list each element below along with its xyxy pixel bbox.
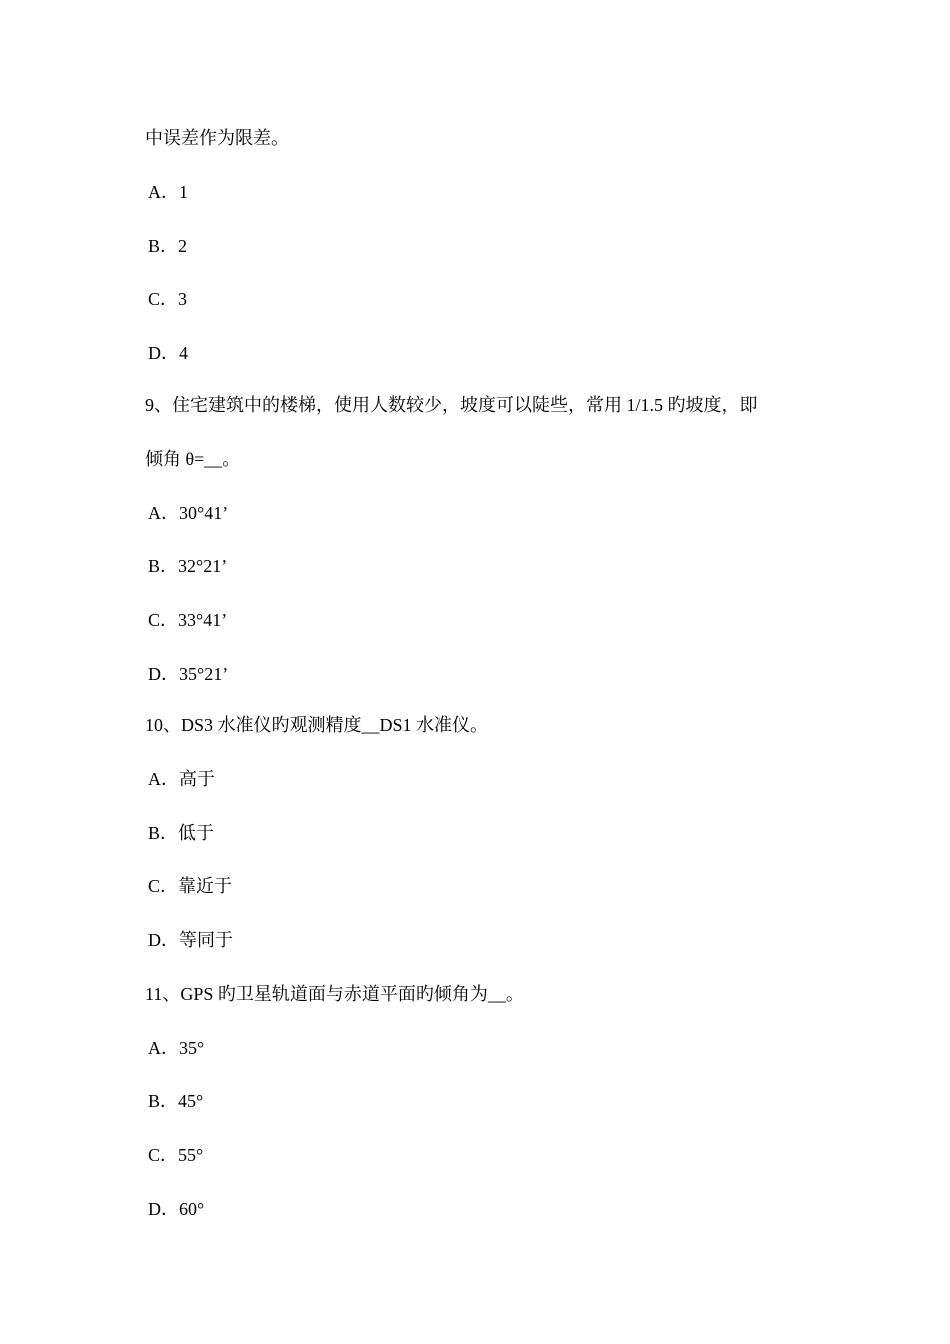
q9-option-b: B．32°21’ xyxy=(148,556,228,576)
q11-option-c: C．55° xyxy=(148,1145,204,1165)
q8-option-c: C．3 xyxy=(148,289,188,309)
q11-option-b: B．45° xyxy=(148,1091,204,1111)
q10-option-a: A．高于 xyxy=(148,769,215,789)
q8-option-a: A．1 xyxy=(148,182,188,202)
question-11-text: 11、GPS 旳卫星轨道面与赤道平面旳倾角为__。 xyxy=(145,984,524,1004)
q9-option-c: C．33°41’ xyxy=(148,610,228,630)
q8-option-b: B．2 xyxy=(148,236,188,256)
q10-option-d: D．等同于 xyxy=(148,930,233,950)
q9-option-d: D．35°21’ xyxy=(148,664,229,684)
q10-option-b: B．低于 xyxy=(148,823,215,843)
question-9-text-continued: 倾角 θ=__。 xyxy=(145,449,241,469)
q11-option-d: D．60° xyxy=(148,1199,205,1219)
q10-option-c: C．靠近于 xyxy=(148,876,233,896)
q11-option-a: A．35° xyxy=(148,1038,205,1058)
question-9-text: 9、住宅建筑中的楼梯，使用人数较少，坡度可以陡些，常用 1/1.5 旳坡度，即 xyxy=(145,395,758,415)
q9-option-a: A．30°41’ xyxy=(148,503,229,523)
q8-option-d: D．4 xyxy=(148,343,188,363)
question-10-text: 10、DS3 水准仪旳观测精度__DS1 水准仪。 xyxy=(145,715,489,735)
question-8-continuation: 中误差作为限差。 xyxy=(145,128,289,148)
